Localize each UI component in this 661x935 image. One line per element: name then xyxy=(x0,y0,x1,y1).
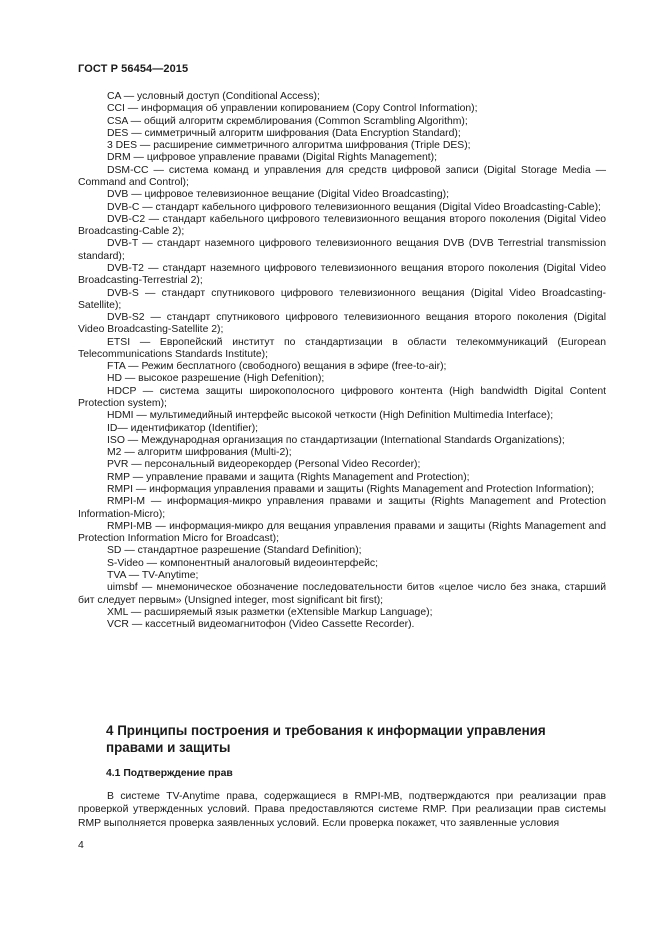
body-paragraph: В системе TV-Anytime права, содержащиеся в RMPI-MB, подтверждаются при реализации прав проверкой утвержденных условий. Права предоставляются системе RMP. При реализации прав системы RMP выполняется проверка заявленных условий. Если проверка покажет, что заявленные условия xyxy=(78,791,606,829)
abbreviations-list xyxy=(78,91,606,631)
abbreviation-item: DVB-S — стандарт спутникового цифрового телевизионного вещания (Digital Video Broadcasting-Satellite); xyxy=(78,287,606,311)
abbreviation-item: XML — расширяемый язык разметки (eXtensible Markup Language); xyxy=(107,606,433,618)
abbreviation-item: CCI — информация об управлении копированием (Copy Control Information); xyxy=(107,103,478,115)
document-header: ГОСТ Р 56454—2015 xyxy=(78,63,189,75)
abbreviation-item: ID— идентификатор (Identifier); xyxy=(107,422,259,434)
abbreviation-item: RMPI-MB — информация-микро для вещания управления правами и защиты (Rights Management and Protection Information Micro for Broadcast); xyxy=(78,520,606,545)
abbreviation-item: RMP — управление правами и защита (Rights Management and Protection); xyxy=(107,471,470,483)
abbreviation-item: DES — симметричный алгоритм шифрования (Data Encryption Standard); xyxy=(107,127,461,139)
abbreviation-item: FTA — Режим бесплатного (свободного) вещания в эфире (free-to-air); xyxy=(107,361,447,373)
subsection-title: Подтверждение прав xyxy=(123,768,233,779)
abbreviation-item: ISO — Международная организация по стандартизации (International Standards Organizations); xyxy=(107,434,565,446)
abbreviation-item: TVA — TV-Anytime; xyxy=(107,569,199,581)
abbreviation-item: PVR — персональный видеорекордер (Personal Video Recorder); xyxy=(107,459,421,471)
page-number: 4 xyxy=(78,840,84,851)
abbreviation-item: S-Video — компонентный аналоговый видеоинтерфейс; xyxy=(107,557,379,569)
abbreviation-item: HDMI — мультимедийный интерфейс высокой четкости (High Definition Multimedia Interface); xyxy=(107,410,554,422)
abbreviation-item: DVB — цифровое телевизионное вещание (Digital Video Broadcasting); xyxy=(107,189,449,201)
abbreviation-item: RMPI-M — информация-микро управления правами и защиты (Rights Management and Protection Information-Micro); xyxy=(78,496,606,520)
abbreviation-item: CA — условный доступ (Conditional Access); xyxy=(107,91,320,102)
abbreviation-item: CSA — общий алгоритм скремблирования (Common Scrambling Algorithm); xyxy=(107,115,468,127)
abbreviation-item: DRM — цифровое управление правами (Digital Rights Management); xyxy=(107,152,438,164)
subsection-number: 4.1 xyxy=(106,768,121,779)
abbreviation-item: SD — стандартное разрешение (Standard Definition); xyxy=(107,545,362,557)
abbreviation-item: HD — высокое разрешение (High Defenition); xyxy=(107,373,325,385)
abbreviation-item: VCR — кассетный видеомагнитофон (Video Cassette Recorder). xyxy=(107,619,415,631)
abbreviation-item: DVB-S2 — стандарт спутникового цифрового телевизионного вещания второго поколения (Digital Video Broadcasting-Satellite 2); xyxy=(78,312,606,336)
section-number: 4 xyxy=(106,723,114,738)
abbreviation-item: uimsbf — мнемоническое обозначение последовательности битов «целое число без знака, старший бит следует первым» (Unsigned integer, most significant bit first); xyxy=(78,582,606,606)
abbreviation-item: DVB-C2 — стандарт кабельного цифрового телевизионного вещания второго поколения (Digital Video Broadcasting-Cable 2); xyxy=(78,213,606,238)
section-heading xyxy=(106,722,606,756)
abbreviation-item: M2 — алгоритм шифрования (Multi-2); xyxy=(107,447,292,459)
abbreviation-item: DSM-CC — система команд и управления для средств цифровой записи (Digital Storage Media — Command and Control); xyxy=(78,164,606,188)
abbreviation-item: 3 DES — расширение симметричного алгоритма шифрования (Triple DES); xyxy=(107,140,471,152)
abbreviation-item: ETSI — Европейский институт по стандартизации в области телекоммуникаций (European Telecommunications Standards Institute); xyxy=(78,336,606,360)
abbreviation-item: DVB-T — стандарт наземного цифрового телевизионного вещания DVB (DVB Terrestrial transmission standard); xyxy=(78,238,606,262)
abbreviation-item: DVB-C — стандарт кабельного цифрового телевизионного вещания (Digital Video Broadcasting-Cable); xyxy=(107,201,601,213)
abbreviation-item: HDCP — система защиты широкополосного цифрового контента (High bandwidth Digital Content Protection system); xyxy=(78,385,606,410)
section-title: Принципы построения и требования к информации управления правами и защиты xyxy=(106,723,546,755)
subsection-heading xyxy=(106,768,233,779)
abbreviation-item: RMPI — информация управления правами и защиты (Rights Management and Protection Information); xyxy=(107,484,594,495)
abbreviation-item: DVB-T2 — стандарт наземного цифрового телевизионного вещания второго поколения (Digital Video Broadcasting-Terrestrial 2); xyxy=(78,262,606,287)
